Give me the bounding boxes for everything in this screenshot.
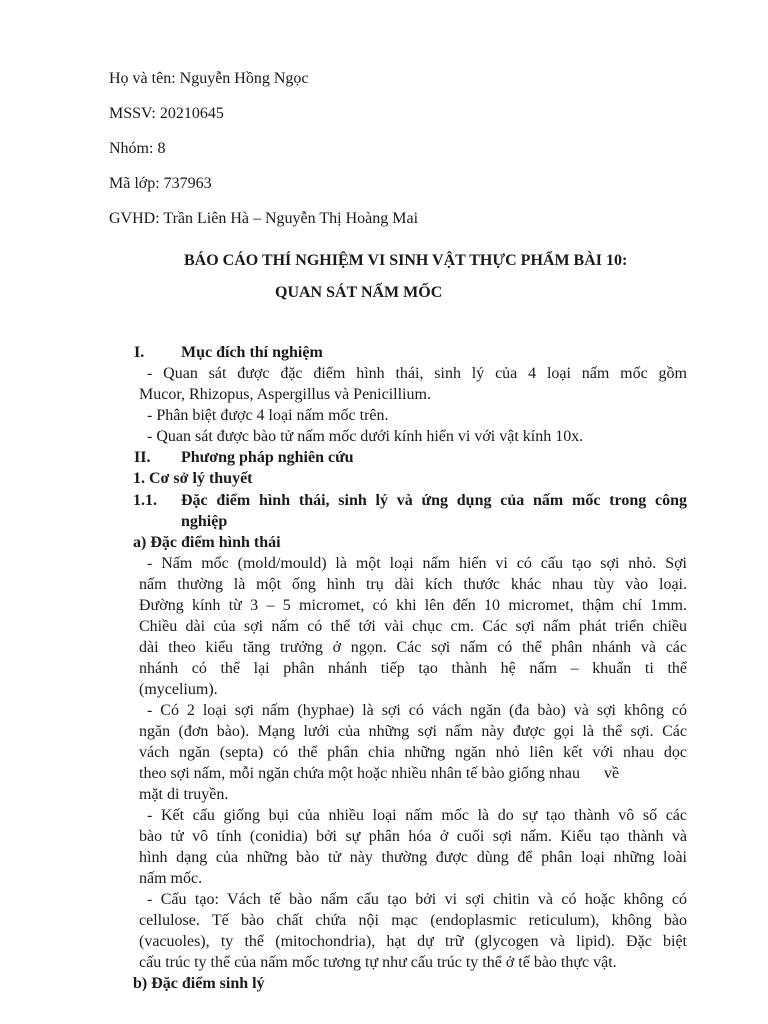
group-number: Nhóm: 8 xyxy=(109,140,166,157)
section1-number: I. xyxy=(134,344,145,361)
p1-line6: nhánh có thể lại phân nhánh tiếp tạo thành hệ nấm – khuẩn ti thể xyxy=(139,660,687,677)
p2-line2: ngăn (đơn bào). Mạng lưới của những sợi nấm này được gọi là thể sợi. Các xyxy=(139,723,687,740)
p2-line5: mặt di truyền. xyxy=(139,786,229,803)
report-title-line1: BÁO CÁO THÍ NGHIỆM VI SINH VẬT THỰC PHẨM BÀI 10: xyxy=(184,252,628,269)
p3-line4: nấm mốc. xyxy=(139,870,203,887)
p4-line3: (vacuoles), ty thể (mitochondria), hạt dự trữ (glycogen và lipid). Đặc biệt xyxy=(139,933,687,950)
section2-heading: Phương pháp nghiên cứu xyxy=(181,449,354,466)
section1-bullet3: - Quan sát được bào tử nấm mốc dưới kính hiển vi với vật kính 10x. xyxy=(147,428,584,445)
p4-line4: cấu trúc ty thể của nấm mốc tương tự như cấu trúc ty thể ở tế bào thực vật. xyxy=(139,954,617,971)
section1-bullet1-line2: Mucor, Rhizopus, Aspergillus và Penicillium. xyxy=(139,386,431,403)
student-name: Họ và tên: Nguyễn Hồng Ngọc xyxy=(109,70,309,87)
p4-line1: - Cấu tạo: Vách tế bào nấm cấu tạo bởi vi sợi chitin và có hoặc không có xyxy=(147,891,687,908)
section1-heading: Mục đích thí nghiệm xyxy=(181,344,323,361)
p1-line2: nấm thường là một ống hình trụ dài kích thước khác nhau tùy vào loại. xyxy=(139,576,687,593)
student-id: MSSV: 20210645 xyxy=(109,105,224,122)
section1-bullet2: - Phân biệt được 4 loại nấm mốc trên. xyxy=(147,407,389,424)
subsection-1-heading: 1. Cơ sở lý thuyết xyxy=(133,470,253,487)
p3-line1: - Kết cấu giống bụi của nhiều loại nấm mốc là do sự tạo thành vô số các xyxy=(147,807,687,824)
p1-line3: Đường kính từ 3 – 5 micromet, có khi lên đến 10 micromet, thậm chí 1mm. xyxy=(139,597,687,614)
heading-b-physiology: b) Đặc điểm sinh lý xyxy=(133,975,265,992)
p1-line5: dài theo kiểu tăng trưởng ở ngọn. Các sợi nấm có thể phân nhánh và các xyxy=(139,639,687,656)
p4-line2: cellulose. Tế bào chất chứa nội mạc (endoplasmic reticulum), không bào xyxy=(139,912,687,929)
class-code: Mã lớp: 737963 xyxy=(109,175,212,192)
section2-number: II. xyxy=(134,449,151,466)
subsection-1-1-heading-line2: nghiệp xyxy=(181,513,228,530)
p2-line3: vách ngăn (septa) có thể phân chia những ngăn nhỏ liên kết với nhau dọc xyxy=(139,744,687,761)
report-title-line2: QUAN SÁT NẤM MỐC xyxy=(275,284,443,301)
p2-line1: - Có 2 loại sợi nấm (hyphae) là sợi có vách ngăn (đa bào) và sợi không có xyxy=(147,702,687,719)
p2-line4: theo sợi nấm, mỗi ngăn chứa một hoặc nhiều nhân tế bào giống nhau về xyxy=(139,765,620,782)
p1-line4: Chiều dài của sợi nấm có thể tới vài chục cm. Các sợi nấm phát triển chiều xyxy=(139,618,687,635)
heading-a-morphology: a) Đặc điểm hình thái xyxy=(133,534,281,551)
subsection-1-1-heading-line1: Đặc điểm hình thái, sinh lý và ứng dụng của nấm mốc trong công xyxy=(181,492,687,509)
p1-line1: - Nấm mốc (mold/mould) là một loại nấm hiển vi có cấu tạo sợi nhỏ. Sợi xyxy=(147,555,687,572)
p3-line2: bào tử vô tính (conidia) bởi sự phân hóa ở cuối sợi nấm. Kiểu tạo thành và xyxy=(139,828,687,845)
p3-line3: hình dạng của những bào tử này thường được dùng để phân loại những loài xyxy=(139,849,687,866)
section1-bullet1-line1: - Quan sát được đặc điểm hình thái, sinh lý của 4 loại nấm mốc gồm xyxy=(147,365,687,382)
instructors: GVHD: Trần Liên Hà – Nguyễn Thị Hoàng Mai xyxy=(109,210,419,227)
subsection-1-1-number: 1.1. xyxy=(133,492,157,509)
p1-line7: (mycelium). xyxy=(139,681,218,698)
